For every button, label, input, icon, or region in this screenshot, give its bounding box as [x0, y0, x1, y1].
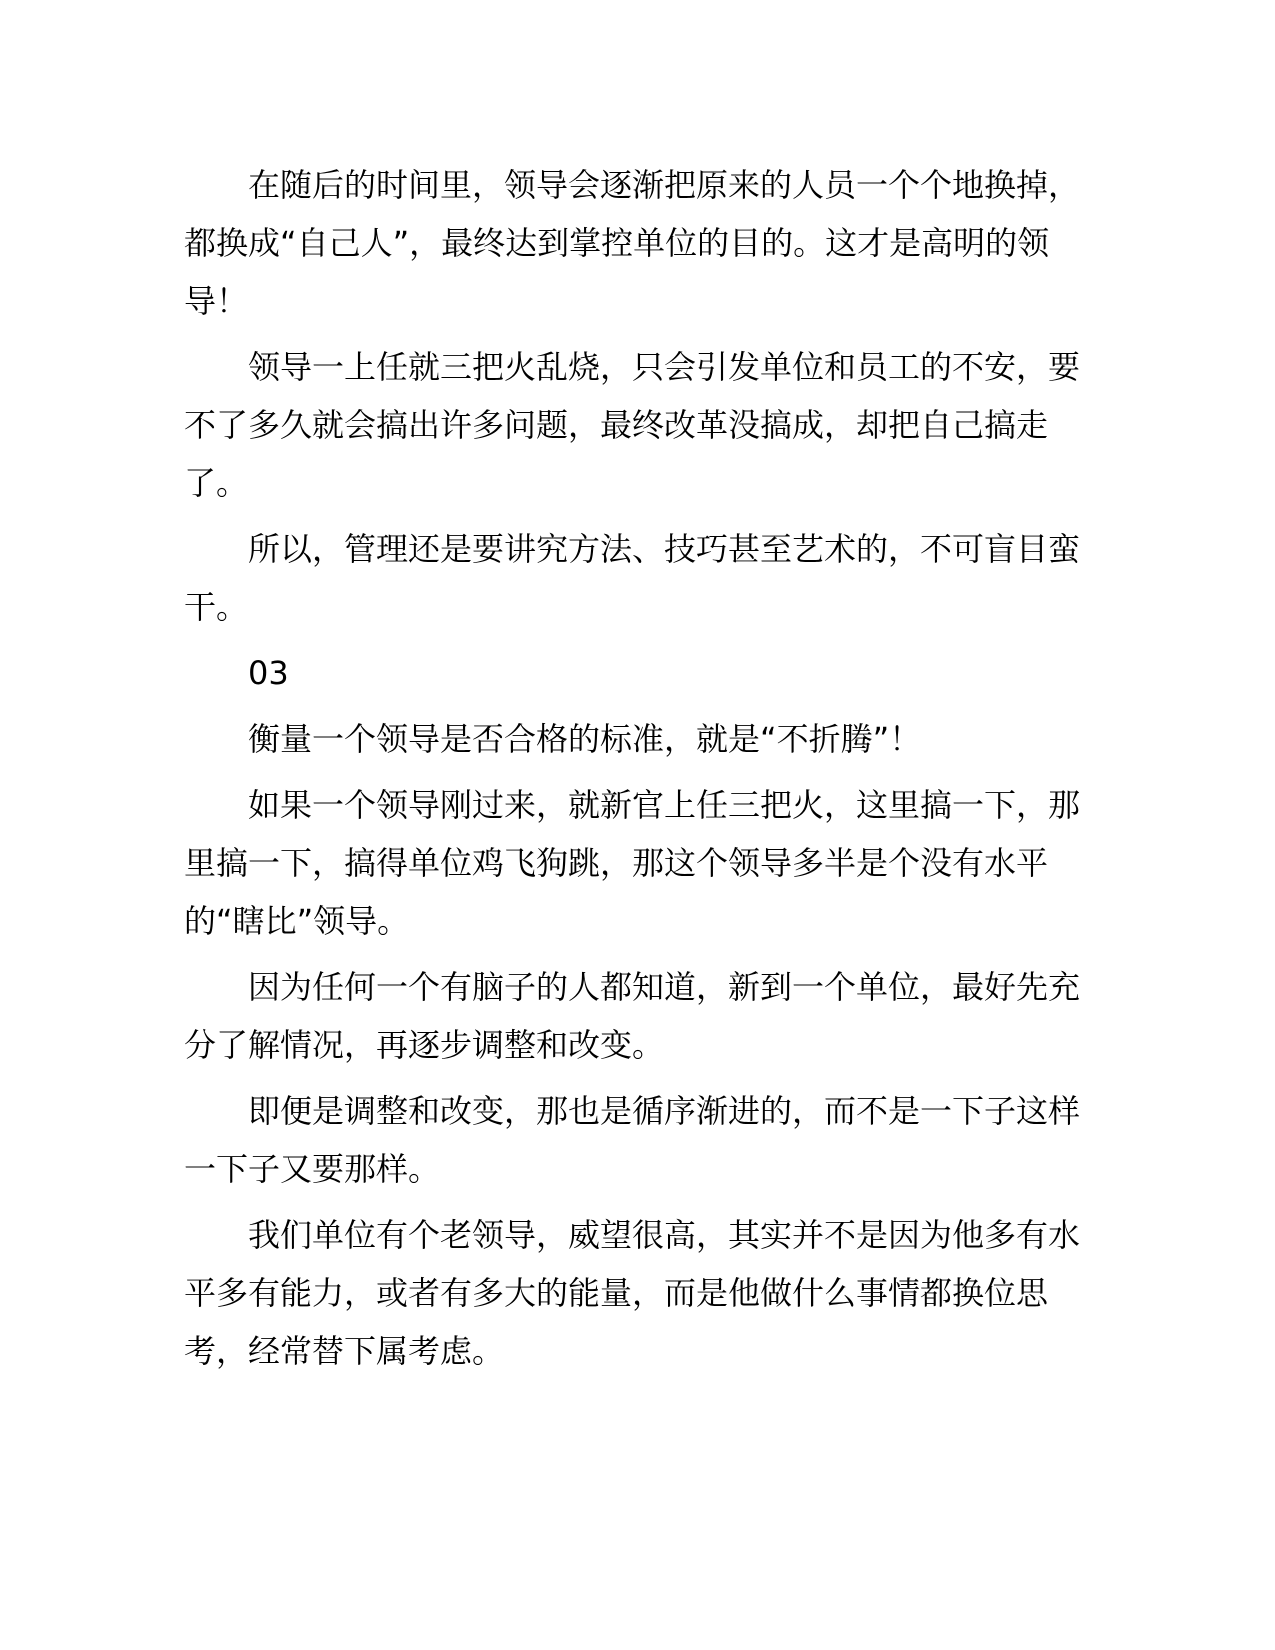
- section-number: 03: [248, 654, 289, 692]
- document-body: [184, 156, 1084, 1388]
- paragraph: 衡量一个领导是否合格的标准，就是“不折腾”！: [248, 720, 922, 758]
- paragraph: 在随后的时间里，领导会逐渐把原来的人员一个个地换掉，都换成“自己人”，最终达到掌控单位的目的。这才是高明的领导！: [184, 166, 1081, 320]
- paragraph: 即便是调整和改变，那也是循序渐进的，而不是一下子这样一下子又要那样。: [184, 1092, 1081, 1188]
- paragraph: 因为任何一个有脑子的人都知道，新到一个单位，最好先充分了解情况，再逐步调整和改变。: [184, 968, 1081, 1064]
- paragraph: 如果一个领导刚过来，就新官上任三把火，这里搞一下，那里搞一下，搞得单位鸡飞狗跳，那这个领导多半是个没有水平的“瞎比”领导。: [184, 786, 1081, 940]
- paragraph: 我们单位有个老领导，威望很高，其实并不是因为他多有水平多有能力，或者有多大的能量，而是他做什么事情都换位思考，经常替下属考虑。: [184, 1216, 1081, 1370]
- paragraph: 所以，管理还是要讲究方法、技巧甚至艺术的，不可盲目蛮干。: [184, 530, 1081, 626]
- paragraph: 领导一上任就三把火乱烧，只会引发单位和员工的不安，要不了多久就会搞出许多问题，最终改革没搞成，却把自己搞走了。: [184, 348, 1081, 502]
